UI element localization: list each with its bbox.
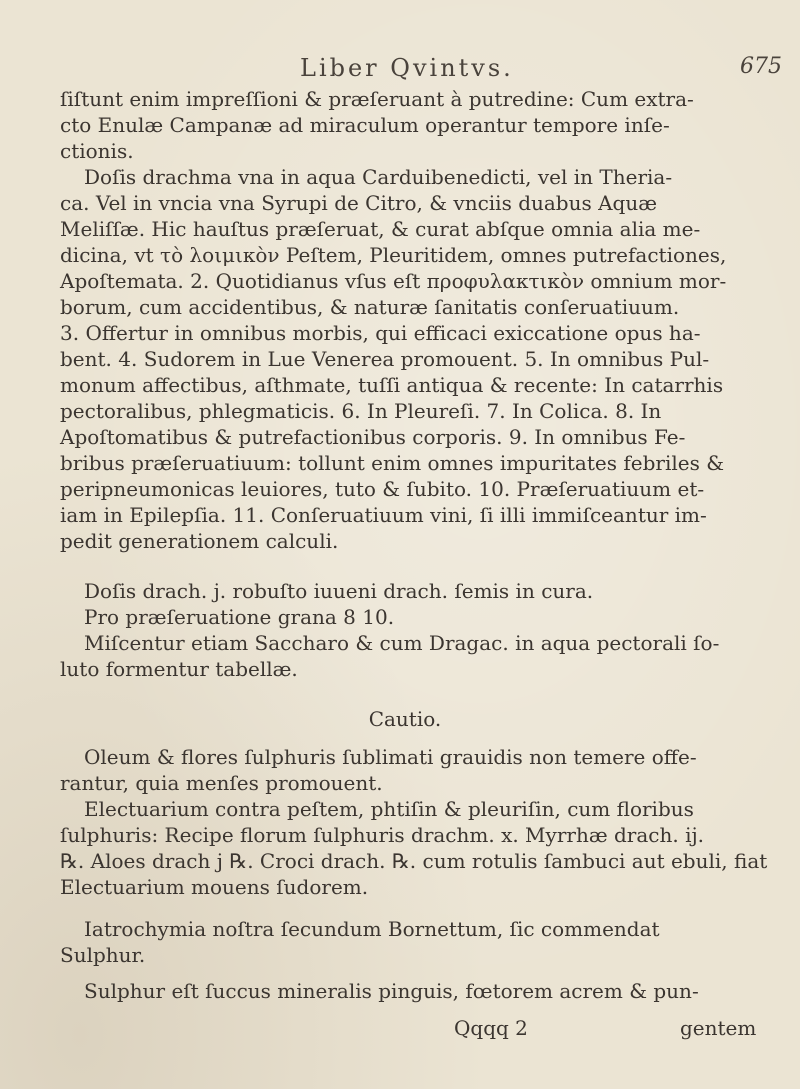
text-line: 3. Offertur in omnibus morbis, qui efficaci exiccatione opus ha- [60,321,701,345]
final-line: Sulphur eſt ſuccus mineralis pinguis, fœtorem acrem & pun- [84,979,699,1003]
final-line: Iatrochymia noſtra ſecundum Bornettum, ſic commendat [84,917,660,941]
dose-line: Doſis drach. j. robuſto iuueni drach. ſemis in cura. [84,579,594,603]
text-line: borum, cum accidentibus, & naturæ ſanitatis conſeruatiuum. [60,295,680,319]
caution-line: Oleum & flores ſulphuris ſublimati grauidis non temere offe- [84,745,697,769]
text-line: Meliſſæ. Hic hauſtus præſeruat, & curat abſque omnia alia me- [60,217,701,241]
caution-line: rantur, quia menſes promouent. [60,771,383,795]
signature-mark: Qqqq 2 [454,1016,528,1040]
dose-line: Pro præſeruatione grana 8 10. [84,605,395,629]
text-line: monum affectibus, aſthmate, tuſſi antiqua & recente: In catarrhis [60,373,724,397]
paragraph-gap [60,900,750,916]
paragraph-gap [60,968,750,978]
text-line: ca. Vel in vncia vna Syrupi de Citro, & vnciis duabus Aquæ [60,191,658,215]
text-line: iam in Epilepſia. 11. Conſeruatiuum vini, ſi illi immiſceantur im- [60,503,707,527]
caution-line: ℞. Aloes drach j ℞. Croci drach. ℞. cum rotulis ſambuci aut ebuli, fiat [60,849,768,873]
text-line: cto Enulæ Campanæ ad miraculum operantur tempore inſe- [60,113,670,137]
page-number: 675 [740,54,782,79]
text-line: peripneumonicas leuiores, tuto & ſubito. 10. Præſeruatiuum et- [60,477,705,501]
page-header [0,50,800,90]
final-line: Sulphur. [60,943,146,967]
text-line: bent. 4. Sudorem in Lue Venerea promouent. 5. In omnibus Pul- [60,347,710,371]
text-line: dicina, vt τὸ λοιμικὸν Peſtem, Pleuritidem, omnes putrefactiones, [60,243,727,267]
caution-heading: Cautio. [368,707,442,731]
text-line: bribus præſeruatiuum: tollunt enim omnes impuritates febriles & [60,451,725,475]
text-line: Doſis drachma vna in aqua Carduibenedicti, vel in Theria- [84,165,673,189]
dose-line: Miſcentur etiam Saccharo & cum Dragac. in aqua pectorali ſo- [84,631,720,655]
page-footer [0,1016,800,1046]
text-line: Apoſtomatibus & putrefactionibus corporis. 9. In omnibus Fe- [60,425,686,449]
caution-line: Electuarium mouens ſudorem. [60,875,369,899]
dose-line: luto formentur tabellæ. [60,657,298,681]
text-line: pectoralibus, phlegmaticis. 6. In Pleureſi. 7. In Colica. 8. In [60,399,662,423]
caution-line: Electuarium contra peſtem, phtiſin & pleuriſin, cum floribus [84,797,694,821]
running-head: Liber Qvintvs. [300,54,514,82]
catchword: gentem [680,1016,757,1040]
text-line: Apoſtemata. 2. Quotidianus vſus eſt προφυλακτικὸν omnium mor- [60,269,727,293]
paragraph-gap [60,732,750,744]
caution-line: ſulphuris: Recipe florum ſulphuris drachm. x. Myrrhæ drach. ij. [60,823,705,847]
body-text [60,86,768,1004]
text-line: ctionis. [60,139,134,163]
text-line: pedit generationem calculi. [60,529,339,553]
paragraph-gap [60,554,750,578]
paragraph-gap [60,682,750,706]
text-line: ſiſtunt enim impreſſioni & præſeruant à putredine: Cum extra- [60,87,694,111]
